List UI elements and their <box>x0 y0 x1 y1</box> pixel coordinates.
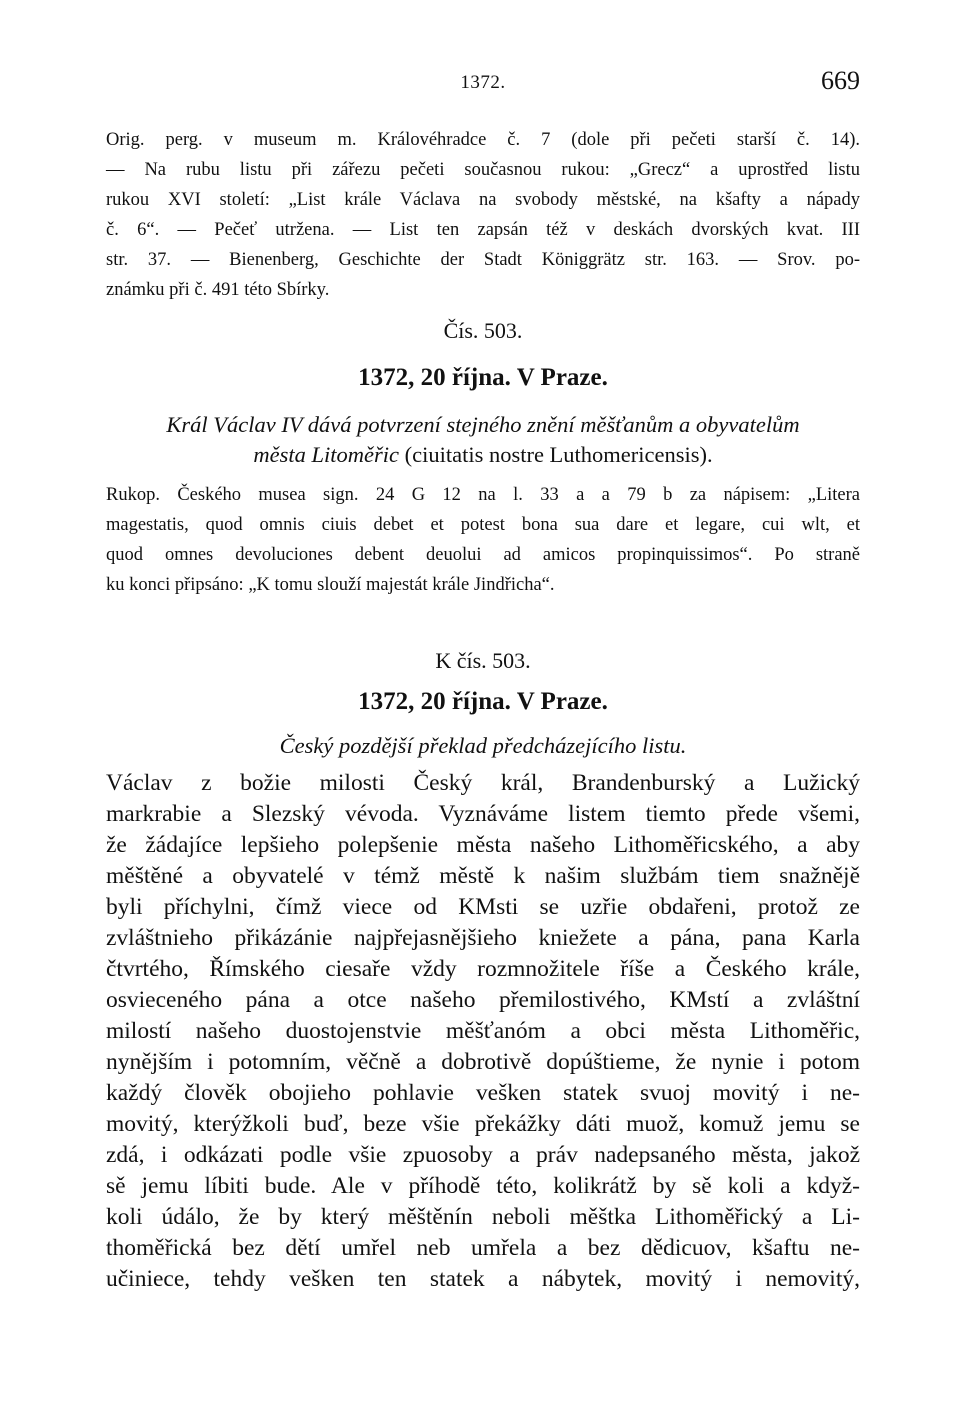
text-line: zvláštnieho přikázánie najpřejasnějšieho kniežete a pána, pana Karla <box>106 925 860 951</box>
document-date: 1372, 20 října. V Praze. <box>358 364 608 391</box>
summary-place: města Litoměřic <box>253 442 399 467</box>
text-line: zdá, i odkázati podle všie zpuosoby a práv nadepsaného města, jakož <box>106 1142 860 1168</box>
text-line: čtvrtého, Římského ciesaře vždy rozmnožitele říše a Českého krále, <box>106 956 860 982</box>
summary-line: Král Václav IV dává potvrzení stejného znění měšťanům a obyvatelům <box>166 412 800 437</box>
text-line: koli údálo, že by který měštěnín neboli měštka Lithoměřický a Li- <box>106 1204 860 1230</box>
source-description <box>106 480 860 600</box>
note-line: č. 6“. — Pečeť utržena. — List ten zapsán též v deskách dvorských kvat. III <box>106 220 860 240</box>
text-line: markrabie a Slezský vévoda. Vyznáváme listem tiemto přede všemi, <box>106 801 860 827</box>
text-line: byli příchylni, čímž viece od KMsti se uzřie obdařeni, protož ze <box>106 894 860 920</box>
text-line: thoměřická bez dětí umřel neb umřela a bez dědicuov, kšaftu ne- <box>106 1235 860 1261</box>
appendix-date: 1372, 20 října. V Praze. <box>358 688 608 715</box>
appendix-summary-text: Český pozdější překlad předcházejícího listu. <box>279 733 687 758</box>
source-line: magestatis, quod omnis ciuis debet et potest bona sua dare et legare, cui wlt, et <box>106 515 860 535</box>
text-line: nynějším i potomním, věčně a dobrotivě dopúštieme, že nynie i potom <box>106 1049 860 1075</box>
note-line: str. 37. — Bienenberg, Geschichte der Stadt Königgrätz str. 163. — Srov. po- <box>106 250 860 270</box>
document-text <box>106 768 860 1295</box>
note-line: známku při č. 491 této Sbírky. <box>106 280 330 300</box>
text-line: movitý, kterýžkoli buď, beze všie překážky dáti muož, komuž jemu se <box>106 1111 860 1137</box>
note-line: — Na rubu listu při zářezu pečeti současnou rukou: „Grecz“ a uprostřed listu <box>106 160 860 180</box>
text-line: že žádajíce lepšieho polepšenie města našeho Lithoměřicského, a aby <box>106 832 860 858</box>
appendix-summary <box>106 731 860 761</box>
document-summary <box>106 410 860 470</box>
text-line: měštěné a obyvatelé v témž městě k našim službám tiem snažnějě <box>106 863 860 889</box>
running-head-year: 1372. <box>460 72 506 93</box>
text-line: milostí našeho duostojenstvie měšťanóm a obci města Lithoměřic, <box>106 1018 860 1044</box>
page-number: 669 <box>821 66 860 95</box>
source-line: ku konci připsáno: „K tomu slouží majestát krále Jindřicha“. <box>106 575 555 595</box>
text-line: učiniece, tehdy vešken ten statek a nábytek, movitý i nemovitý, <box>106 1266 860 1292</box>
appendix-number: K čís. 503. <box>435 648 531 673</box>
source-notes <box>106 125 860 305</box>
summary-latin: (ciuitatis nostre Luthomericensis). <box>398 442 713 467</box>
source-line: Rukop. Českého musea sign. 24 G 12 na l. 33 a a 79 b za nápisem: „Litera <box>106 485 860 505</box>
source-line: quod omnes devoluciones debent deuolui ad amicos propinquissimos“. Po straně <box>106 545 860 565</box>
text-line: Václav z božie milosti Český král, Brandenburský a Lužický <box>106 770 860 796</box>
text-line: sě jemu líbiti bude. Ale v příhodě této, kolikrátž by sě koli a když- <box>106 1173 860 1199</box>
note-line: Orig. perg. v museum m. Královéhradce č. 7 (dole při pečeti starší č. 14). <box>106 130 860 150</box>
document-number: Čís. 503. <box>443 318 523 343</box>
text-line: každý člověk obojieho pohlavie vešken statek svuoj movitý i ne- <box>106 1080 860 1106</box>
note-line: rukou XVI století: „List krále Václava na svobody městské, na kšafty a nápady <box>106 190 860 210</box>
page-header <box>106 66 860 106</box>
text-line: osvieceného pána a otce našeho přemilostivého, KMstí a zvláštní <box>106 987 860 1013</box>
